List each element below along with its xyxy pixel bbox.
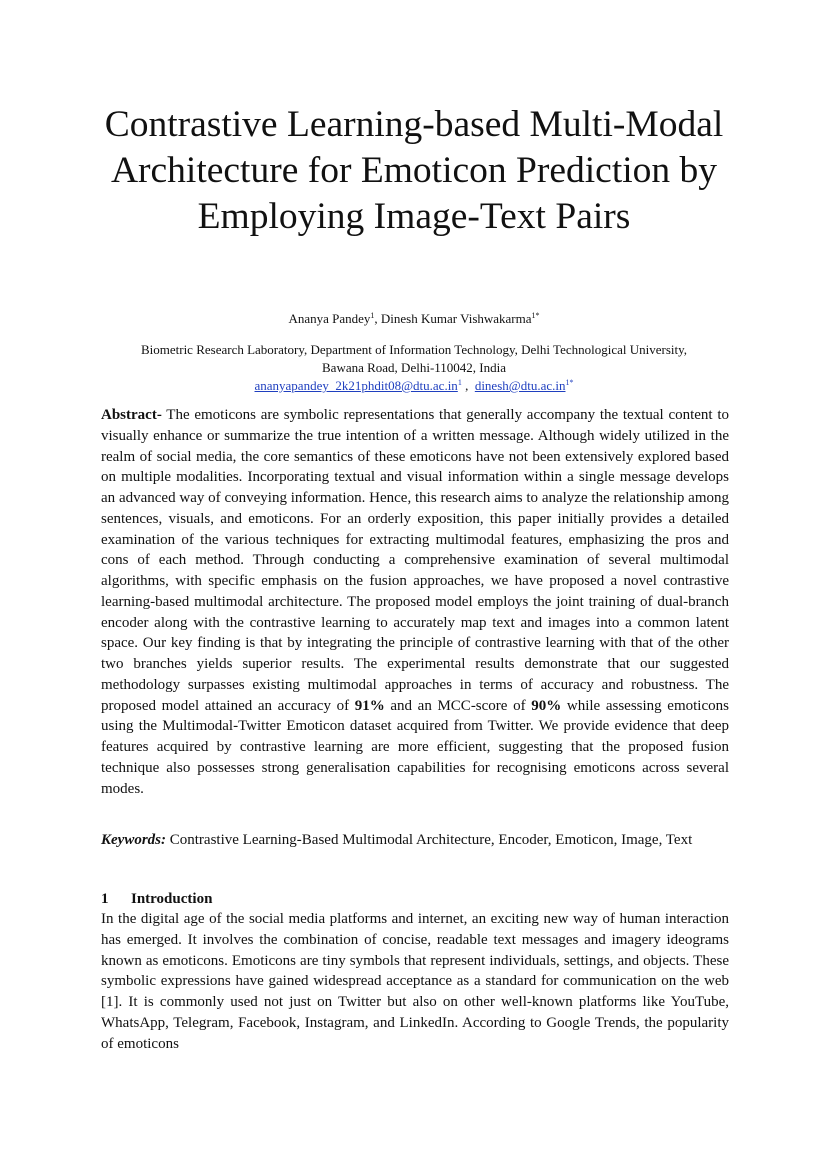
- email-affiliation-marker: 1*: [565, 378, 574, 387]
- author-name: Ananya Pandey: [288, 311, 371, 326]
- affiliation-line: Biometric Research Laboratory, Department of Information Technology, Delhi Technological University,: [140, 342, 688, 357]
- abstract-paragraph: [101, 405, 729, 799]
- abstract-text: and an MCC-score of: [384, 697, 532, 714]
- author-list: [0, 311, 828, 327]
- affiliation-address: Bawana Road, Delhi-110042, India: [322, 360, 506, 375]
- section-title: Introduction: [131, 891, 213, 907]
- section-heading: [101, 889, 212, 909]
- email-link[interactable]: ananyapandey_2k21phdit08@dtu.ac.in: [254, 378, 458, 393]
- abstract-text: The emoticons are symbolic representations that generally accompany the textual content to visually enhance or summarize the true intention of a written message. Although widely utilized in the realm of social media, the core semantics of these emoticons have not been extensively explored based on multiple modalities. Incorporating textual and visual information within a single message develops an advanced way of conveying information. Hence, this research aims to analyze the relationship among sentences, visuals, and emoticons. For an orderly exposition, this paper initially provides a detailed examination of the various techniques for extracting multimodal features, emphasizing the pros and cons of each method. Through conducting a comprehensive examination of several multimodal algorithms, with specific emphasis on the fusion approaches, we have proposed a novel contrastive learning-based multimodal architecture. The proposed model employs the joint training of dual-branch encoder along with the contrastive learning to accurately map text and images into a common latent space. Our key finding is that by integrating the principle of contrastive learning with that of the other two branches yields superior results. The experimental results demonstrate that our suggested methodology surpasses existing multimodal approaches in terms of accuracy and robustness. The proposed model attained an accuracy of: [101, 407, 729, 714]
- paper-title: Contrastive Learning-based Multi-Modal Architecture for Emoticon Prediction by Employing Image-Text Pairs: [104, 104, 724, 237]
- email-separator: ,: [461, 378, 475, 393]
- keywords-paragraph: [101, 830, 729, 851]
- author-separator: ,: [374, 311, 381, 326]
- abstract-text: while assessing emoticons using the Multimodal-Twitter Emoticon dataset acquired from Twitter. We provide evidence that deep features acquired by contrastive learning are more efficient, suggesting that the proposed fusion technique also possesses strong generalisation capabilities for recognising emoticons across several modes.: [101, 697, 729, 797]
- keywords-label: Keywords:: [101, 832, 166, 848]
- email-link[interactable]: dinesh@dtu.ac.in: [474, 378, 566, 393]
- mcc-value: 90%: [531, 697, 562, 714]
- author-name: Dinesh Kumar Vishwakarma: [380, 311, 532, 326]
- email-line: [100, 377, 728, 395]
- email-affiliation-marker: 1: [457, 378, 462, 387]
- accuracy-value: 91%: [354, 697, 385, 714]
- section-number: 1: [101, 891, 109, 907]
- keywords-text: Contrastive Learning-Based Multimodal Architecture, Encoder, Emoticon, Image, Text: [166, 832, 693, 848]
- introduction-paragraph: In the digital age of the social media platforms and internet, an exciting new way of human interaction has emerged. It involves the combination of concise, readable text messages and imagery ideograms known as emoticons. Emoticons are tiny symbols that represent individuals, settings, and objects. These symbolic expressions have gained widespread acceptance as a standard for communication on the web [1]. It is commonly used not just on Twitter but also on other well-known platforms like YouTube, WhatsApp, Telegram, Facebook, Instagram, and LinkedIn. According to Google Trends, the popularity of emoticons: [101, 911, 729, 1052]
- author-affiliation-marker: 1: [370, 311, 375, 320]
- author-affiliation-marker: 1*: [531, 311, 540, 320]
- affiliation-block: [100, 341, 728, 395]
- abstract-label: Abstract-: [101, 407, 162, 423]
